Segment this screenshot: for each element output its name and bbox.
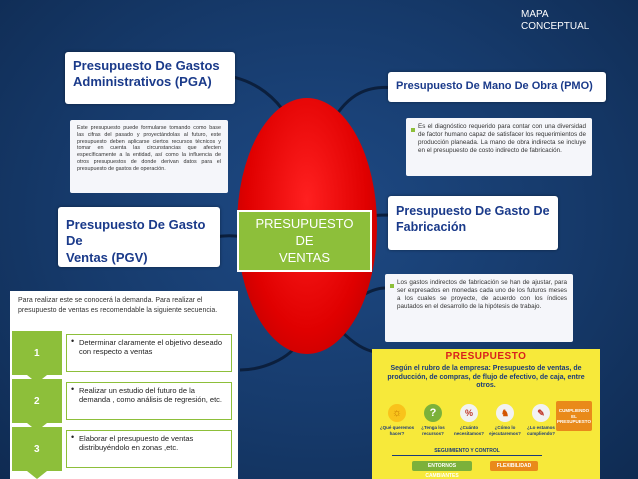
step-3: [12, 427, 234, 471]
step-number: 2: [34, 396, 40, 407]
node-pmo-text: [406, 118, 592, 176]
node-pga-text: [70, 120, 228, 193]
chess-icon: ♞: [496, 404, 514, 422]
percent-icon: %: [460, 404, 478, 422]
node-pgv-title-line1: Presupuesto De Gasto De: [66, 217, 206, 249]
step-number-badge: [12, 331, 62, 375]
slide-type-line2: CONCEPTUAL: [521, 21, 590, 32]
slide-type-label: [521, 9, 589, 33]
infographic-divider: [392, 455, 542, 456]
infographic-question: ¿Qué queremos hacer?: [379, 425, 415, 436]
step-number: 3: [34, 444, 40, 455]
center-node-label: [237, 210, 372, 272]
infographic-badge: CUMPLIENDO EL PRESUPUESTO: [556, 401, 592, 431]
step-1: [12, 331, 234, 375]
node-pgf-title-line2: Fabricación: [396, 219, 467, 234]
infographic-question: ¿Tenga los recursos?: [421, 425, 445, 436]
node-pgf-title: [388, 196, 558, 250]
center-label-line3: VENTAS: [278, 250, 331, 265]
lightbulb-icon: ☼: [388, 404, 406, 422]
steps-panel: [10, 291, 238, 479]
steps-intro: Para realizar este se conocerá la demanda. Para realizar el presupuesto de ventas es recomendable la siguiente secuencia.: [18, 297, 218, 314]
infographic-subtitle: Según el rubro de la empresa: Presupuesto de ventas, de producción, de compras, de flujo de efectivo, de caja, entre otros.: [387, 365, 585, 389]
step-text: • Elaborar el presupuesto de ventas distribuyéndolo en zonas ,etc.: [66, 430, 232, 468]
node-pgv-title: [58, 207, 220, 267]
node-pga-title: [65, 52, 235, 104]
budget-infographic: [372, 349, 600, 479]
infographic-seguimiento: SEGUIMIENTO Y CONTROL: [434, 448, 500, 454]
step-2: [12, 379, 234, 423]
center-label-line2: DE: [295, 233, 314, 248]
infographic-question: ¿Lo estamos cumpliendo?: [527, 425, 555, 436]
node-pgf-text: [385, 274, 573, 342]
infographic-tag-entornos: ENTORNOS CAMBIANTES: [412, 461, 472, 471]
step-number-badge: [12, 427, 62, 471]
node-pmo-title-text: Presupuesto De Mano De Obra (PMO): [396, 80, 593, 92]
infographic-question: ¿Cómo lo ejecutaremos?: [489, 425, 521, 436]
step-number: 1: [34, 348, 40, 359]
node-pmo-text-body: Es el diagnóstico requerido para contar con una diversidad de factor humano capaz de satisfacer los requerimientos de producción planeada. La mano de obra indirecta se incluye en el presupuesto de costo indirecto de fabricación.: [418, 123, 586, 154]
infographic-tag-flexibilidad: FLEXIBILIDAD: [490, 461, 538, 471]
node-pgf-title-line1: Presupuesto De Gasto De: [396, 204, 550, 218]
question-icon: ?: [424, 404, 442, 422]
step-text: • Realizar un estudio del futuro de la demanda , como análisis de regresión, etc.: [66, 382, 232, 420]
step-number-badge: [12, 379, 62, 423]
node-pgf-text-body: Los gastos indirectos de fabricación se han de ajustar, para ser expresados en monedas cada uno de los futuros meses a los cuales se proyecte, de acuerdo con los índices pautados en el desarrollo de la hipótesis de trabajo.: [397, 279, 567, 310]
node-pga-title-line1: Presupuesto De Gastos: [73, 58, 220, 73]
node-pgv-title-line2: Ventas (PGV): [66, 249, 148, 265]
infographic-question: ¿Cuánto necesitamos?: [453, 425, 484, 436]
node-pga-text-body: Este presupuesto puede formularse tomando como base las cifras del pasado y proyectándolas al futuro, este presupuesto deben aplicarse ciertos recursos técnicos y tomar en cuenta las circunstancias que afecten específicamente a la entidad, así como la influencia de otros presupuestos de donde derivan datos para el presupuesto de gastos de operación.: [77, 125, 221, 172]
center-label-line1: PRESUPUESTO: [255, 216, 354, 231]
infographic-title: PRESUPUESTO: [445, 351, 527, 362]
pen-icon: ✎: [532, 404, 550, 422]
slide-type-line1: MAPA: [521, 9, 549, 20]
node-pmo-title: [388, 72, 606, 102]
step-text: • Determinar claramente el objetivo deseado con respecto a ventas: [66, 334, 232, 372]
node-pga-title-line2: Administrativos (PGA): [73, 74, 212, 90]
